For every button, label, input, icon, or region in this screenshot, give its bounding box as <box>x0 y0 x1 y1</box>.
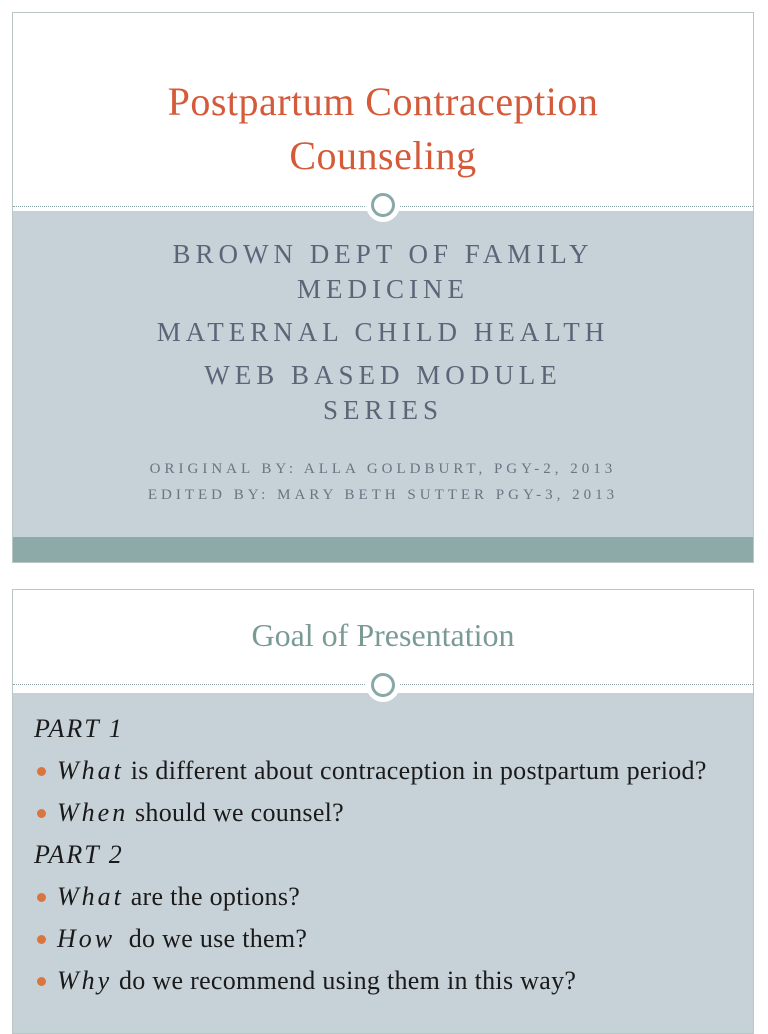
slide-title <box>13 75 753 183</box>
slide-title-line: Postpartum Contraception <box>167 79 599 124</box>
item-keyword: What <box>57 882 124 911</box>
list-item <box>34 964 743 997</box>
list-item <box>34 922 743 955</box>
item-keyword: When <box>57 798 129 827</box>
bullet-icon <box>37 893 46 902</box>
goal-slide <box>12 589 754 1034</box>
list-item <box>34 880 743 913</box>
subtitle-line: MEDICINE <box>297 274 469 304</box>
title-slide <box>12 12 754 563</box>
item-keyword: Why <box>57 966 113 995</box>
bullet-icon <box>37 767 46 776</box>
part-heading: PART 2 <box>34 840 124 869</box>
bullet-icon <box>37 935 46 944</box>
item-text: do we recommend using them in this way? <box>112 966 577 995</box>
slide-title: Goal of Presentation <box>251 617 515 653</box>
item-text: is different about contraception in postpartum period? <box>123 756 707 785</box>
slide-title-line: Counseling <box>289 133 477 178</box>
bullet-icon <box>37 977 46 986</box>
item-text: should we counsel? <box>128 798 345 827</box>
list-item <box>34 796 743 829</box>
list-item <box>34 754 743 787</box>
credit-original: ORIGINAL BY: ALLA GOLDBURT, PGY-2, 2013 <box>149 461 617 477</box>
item-keyword: How <box>57 924 116 953</box>
slide-subtitle <box>13 237 753 428</box>
item-keyword: What <box>57 756 124 785</box>
subtitle-line: BROWN DEPT OF FAMILY <box>172 239 594 269</box>
footer-bar <box>13 537 753 563</box>
goal-list <box>34 712 743 1006</box>
credit-edited: EDITED BY: MARY BETH SUTTER PGY-3, 2013 <box>147 487 619 503</box>
credits <box>13 456 753 508</box>
subtitle-line: SERIES <box>322 395 444 425</box>
item-text: do we use them? <box>115 924 308 953</box>
bullet-icon <box>37 809 46 818</box>
item-text: are the options? <box>123 882 301 911</box>
ring-ornament-icon <box>366 188 400 222</box>
part-heading: PART 1 <box>34 714 124 743</box>
subtitle-line: WEB BASED MODULE <box>204 360 562 390</box>
ring-ornament-icon <box>366 668 400 702</box>
subtitle-line: MATERNAL CHILD HEALTH <box>156 317 610 347</box>
title-area <box>13 13 753 206</box>
